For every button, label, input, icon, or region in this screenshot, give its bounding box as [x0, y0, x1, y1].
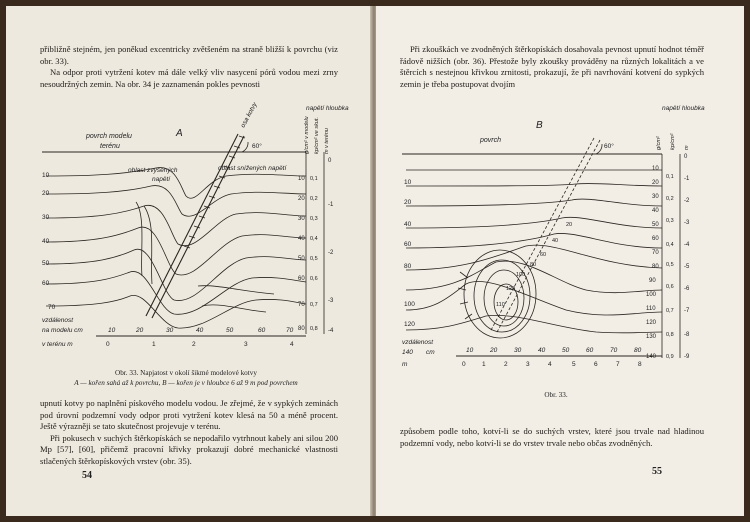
paragraph: způsobem podle toho, kotví-li se do suchých vrstev, které jsou trvale nad hladinou podzemní vody, nebo kotví-li se do vrstev trvale nebo občas zvodněných.: [400, 426, 704, 448]
svg-text:20: 20: [566, 222, 573, 228]
svg-text:0: 0: [328, 158, 332, 164]
figure-label: B: [536, 120, 543, 131]
svg-text:-3: -3: [684, 220, 690, 226]
svg-text:0,9: 0,9: [666, 354, 674, 360]
svg-text:40: 40: [404, 221, 412, 228]
figure-caption: Obr. 33.: [544, 391, 568, 399]
svg-text:0,6: 0,6: [666, 284, 674, 290]
depth-units: kp/cm²: [670, 133, 676, 150]
svg-text:0,1: 0,1: [310, 176, 318, 182]
svg-text:140: 140: [646, 354, 657, 360]
figure-a: [6, 101, 372, 376]
svg-text:50: 50: [42, 260, 50, 267]
svg-text:osa kotvy: osa kotvy: [239, 101, 259, 129]
figure-label: A: [176, 128, 183, 139]
left-contour-labels: [404, 179, 415, 328]
depth-header: napětí hloubka: [662, 105, 705, 112]
svg-text:7: 7: [616, 361, 620, 368]
right-m-scale: [328, 158, 334, 334]
svg-text:60: 60: [652, 236, 659, 242]
right-kp-scale: [666, 174, 674, 360]
svg-text:30: 30: [514, 347, 522, 354]
surface-label: povrch: [480, 137, 502, 144]
svg-text:40: 40: [196, 327, 204, 334]
distance-label-3: cm: [426, 349, 435, 356]
svg-text:10: 10: [298, 176, 305, 182]
svg-text:80: 80: [530, 262, 537, 268]
zone-increased-label-2: napětí: [152, 176, 171, 183]
page-number: 54: [82, 470, 92, 481]
svg-text:-1: -1: [684, 176, 690, 182]
svg-text:20: 20: [42, 190, 50, 197]
svg-text:80: 80: [298, 326, 305, 332]
svg-text:60: 60: [404, 241, 412, 248]
svg-text:80: 80: [634, 347, 642, 354]
svg-text:70: 70: [298, 302, 305, 308]
svg-text:110: 110: [646, 306, 656, 312]
svg-text:40: 40: [42, 238, 50, 245]
paragraph: upnutí kotvy po naplnění pískového modelu vodou. Je zřejmé, že v sypkých zeminách pod úrovní podzemní vody odpor proti vytržení kotev klesá na 50 a méně procent. Ještě výrazněji se tato skutečnost projevuje v terénu.: [40, 398, 338, 432]
angle-label: 60°: [252, 143, 262, 150]
svg-text:10: 10: [652, 166, 659, 172]
inner-contour-labels: [496, 222, 572, 308]
distance-m: [462, 361, 642, 368]
svg-text:50: 50: [298, 256, 305, 262]
left-bottom-text: [40, 398, 338, 468]
svg-text:2: 2: [192, 341, 196, 348]
svg-text:120: 120: [506, 286, 516, 292]
svg-text:100: 100: [516, 272, 526, 278]
depth-units: g/cm² v modelu: [304, 116, 310, 154]
svg-text:10: 10: [108, 327, 116, 334]
svg-text:0,8: 0,8: [310, 326, 318, 332]
paragraph: Při zkouškách ve zvodněných štěrkopískách dosahovala pevnost upnutí hodnot téměř řádově nižších (obr. 36). Přestože byly zkoušky prováděny na různých lokalitách a ve štěrcích s nestejnou křivkou zrnitosti, prokazují, že při navrhování kotvení do sypkých zemin je třeba postupovat dvojím: [400, 44, 704, 89]
svg-text:1: 1: [152, 341, 156, 348]
svg-text:130: 130: [646, 334, 657, 340]
svg-text:90: 90: [649, 278, 656, 284]
svg-text:80: 80: [404, 263, 412, 270]
page-number: 55: [652, 466, 662, 477]
right-kp-scale: [310, 176, 318, 332]
depth-units: m v terénu: [324, 128, 330, 154]
svg-text:0,5: 0,5: [666, 262, 674, 268]
svg-text:2: 2: [504, 361, 508, 368]
svg-text:0: 0: [684, 154, 688, 160]
svg-text:40: 40: [652, 208, 659, 214]
svg-text:60: 60: [258, 327, 266, 334]
svg-text:60: 60: [298, 276, 305, 282]
svg-text:0,2: 0,2: [310, 196, 318, 202]
svg-text:0,6: 0,6: [310, 276, 318, 282]
angle-label: 60°: [604, 143, 614, 150]
svg-text:40: 40: [552, 238, 559, 244]
surface-label-2: terénu: [100, 143, 120, 150]
distance-label-3: v terénu m: [42, 341, 73, 348]
svg-text:3: 3: [244, 341, 248, 348]
caption-title: Obr. 33. Napjatost v okolí šikmé modelové kotvy: [115, 369, 257, 377]
svg-text:70: 70: [652, 250, 659, 256]
distance-label: vzdálenost: [402, 339, 434, 346]
svg-text:0,1: 0,1: [666, 174, 674, 180]
svg-text:50: 50: [562, 347, 570, 354]
right-bottom-text: [400, 426, 704, 449]
svg-text:0,3: 0,3: [310, 216, 318, 222]
figure-caption: [36, 368, 336, 388]
svg-text:-3: -3: [328, 298, 334, 304]
zone-decreased-label: oblast snížených napětí: [218, 165, 287, 172]
svg-text:120: 120: [646, 320, 657, 326]
book-spread: [6, 6, 744, 516]
svg-text:50: 50: [226, 327, 234, 334]
svg-text:80: 80: [652, 264, 659, 270]
surface-label: povrch modelu: [86, 133, 132, 140]
svg-text:-5: -5: [684, 264, 690, 270]
svg-text:0,2: 0,2: [666, 196, 674, 202]
svg-text:10: 10: [42, 172, 50, 179]
svg-text:4: 4: [548, 361, 552, 368]
distance-label-2: 140: [402, 349, 413, 356]
svg-text:30: 30: [166, 327, 174, 334]
svg-text:5: 5: [572, 361, 576, 368]
right-stress-scale: [298, 176, 305, 332]
figure-b: [376, 106, 744, 376]
svg-text:10: 10: [404, 179, 412, 186]
svg-text:20: 20: [490, 347, 498, 354]
depth-units: m: [684, 145, 690, 150]
svg-text:20: 20: [136, 327, 144, 334]
svg-text:20: 20: [404, 199, 412, 206]
svg-text:-4: -4: [684, 242, 690, 248]
caption-sub: A — kořen sahá až k povrchu, B — kořen je v hloubce 6 až 9 m pod povrchem: [74, 379, 298, 387]
svg-text:4: 4: [290, 341, 294, 348]
distance-cm: [108, 327, 294, 334]
zone-increased-label: oblast zvýšených: [128, 167, 178, 174]
svg-text:-8: -8: [684, 332, 690, 338]
svg-text:3: 3: [526, 361, 530, 368]
depth-units: g/cm²: [656, 136, 662, 150]
svg-text:-2: -2: [328, 250, 334, 256]
svg-text:30: 30: [652, 194, 659, 200]
contour-lines: [46, 168, 306, 329]
svg-text:0,5: 0,5: [310, 256, 318, 262]
svg-text:100: 100: [646, 292, 657, 298]
svg-text:10: 10: [466, 347, 474, 354]
svg-text:-1: -1: [328, 202, 334, 208]
paragraph: Na odpor proti vytržení kotev má dále velký vliv nasycení pórů vodou mezi zrny nesoudržných zemin. Na obr. 34 je zaznamenán pokles pevnosti: [40, 67, 338, 89]
svg-text:100: 100: [404, 301, 415, 308]
svg-text:1: 1: [482, 361, 486, 368]
svg-text:0: 0: [462, 361, 466, 368]
svg-text:70: 70: [286, 327, 294, 334]
left-page: [6, 6, 372, 516]
svg-text:40: 40: [538, 347, 546, 354]
right-top-text: [400, 44, 704, 90]
svg-text:0,3: 0,3: [666, 218, 674, 224]
left-top-text: [40, 44, 338, 90]
svg-text:0,4: 0,4: [310, 236, 318, 242]
svg-text:-7: -7: [684, 308, 690, 314]
svg-text:60: 60: [586, 347, 594, 354]
left-contour-labels: [42, 172, 56, 311]
svg-text:70: 70: [610, 347, 618, 354]
svg-text:-9: -9: [684, 354, 690, 360]
right-stress-scale: [646, 166, 659, 360]
svg-text:20: 20: [298, 196, 305, 202]
svg-text:0,7: 0,7: [666, 308, 674, 314]
svg-text:-2: -2: [684, 198, 690, 204]
svg-text:60: 60: [540, 252, 547, 258]
right-m-scale: [684, 154, 690, 360]
paragraph: přibližně stejném, jen poněkud excentricky zvětšeném na straně bližší k povrchu (viz obr. 33).: [40, 44, 338, 66]
svg-text:0,7: 0,7: [310, 302, 318, 308]
distance-label-4: m: [402, 361, 408, 368]
svg-text:0,8: 0,8: [666, 332, 674, 338]
paragraph: Při pokusech v suchých štěrkopískách se nepodařilo vytrhnout kabely ani silou 200 Mp [57], [60], přičemž pracovní křivky prokazují dobré mechanické vlastnosti stlačených štěrkopískových vrstev (obr. 35).: [40, 432, 338, 466]
svg-text:110: 110: [496, 302, 505, 308]
svg-text:0: 0: [106, 341, 110, 348]
svg-text:50: 50: [652, 222, 659, 228]
svg-text:120: 120: [404, 321, 415, 328]
svg-text:70: 70: [48, 304, 56, 311]
distance-label: vzdálenost: [42, 317, 74, 324]
svg-text:-4: -4: [328, 328, 334, 334]
svg-text:8: 8: [638, 361, 642, 368]
svg-text:6: 6: [594, 361, 598, 368]
distance-m: [106, 341, 294, 348]
distance-cm: [466, 347, 642, 354]
svg-text:-6: -6: [684, 286, 690, 292]
depth-units: kp/cm² ve skut.: [314, 117, 320, 154]
depth-header: napětí hloubka: [306, 105, 349, 112]
svg-text:20: 20: [652, 180, 659, 186]
svg-text:30: 30: [42, 214, 50, 221]
right-page: [376, 6, 744, 516]
distance-label-2: na modelu cm: [42, 327, 83, 334]
svg-text:30: 30: [298, 216, 305, 222]
svg-text:60: 60: [42, 280, 50, 287]
svg-text:40: 40: [298, 236, 305, 242]
svg-text:0,4: 0,4: [666, 242, 674, 248]
